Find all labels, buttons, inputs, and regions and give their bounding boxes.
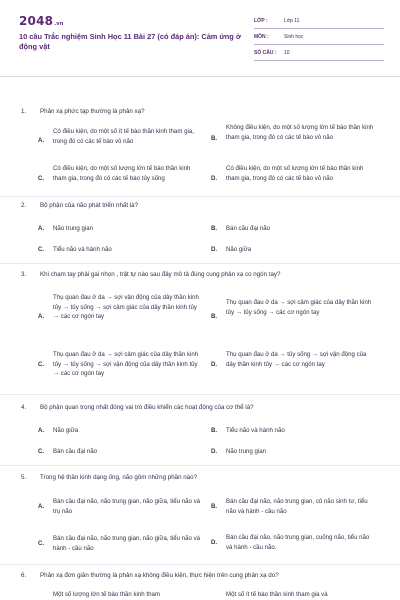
option-letter: D.	[211, 448, 218, 455]
option-5a[interactable]	[38, 497, 210, 517]
document-header	[0, 0, 400, 72]
option-letter: A.	[38, 225, 45, 232]
option-2c[interactable]	[38, 245, 210, 255]
option-4c[interactable]	[38, 447, 210, 457]
meta-value: Sinh học	[284, 34, 304, 40]
option-letter: B.	[211, 503, 218, 510]
option-3b[interactable]	[211, 298, 383, 328]
meta-key: MÔN :	[254, 34, 269, 40]
meta-key: LỚP :	[254, 18, 268, 24]
site-logo[interactable]	[19, 14, 64, 28]
logo-suffix: .vn	[54, 21, 64, 27]
option-3d[interactable]	[211, 350, 383, 380]
logo-text: 2048	[19, 14, 54, 28]
question-number: 1.	[21, 108, 27, 115]
question-number: 3.	[21, 271, 27, 278]
question-text: Phản xạ đơn giản thường là phản xạ không điều kiện, thực hiện trên cung phản xạ do?	[40, 572, 279, 579]
option-1c[interactable]	[38, 164, 210, 194]
option-letter: A.	[38, 503, 45, 510]
question-separator	[0, 564, 400, 565]
option-3a[interactable]	[38, 293, 210, 333]
option-1d[interactable]	[211, 164, 383, 194]
option-letter: D.	[211, 539, 218, 546]
option-text: Không điều kiện, do một số lượng lớn tế bào thần kinh tham gia, trong đó có các tế bào vỏ não	[226, 124, 374, 141]
option-text: Bán cầu đại não, não trung gian, não giữa, tiểu não và trụ não	[53, 498, 201, 515]
option-text: Bán cầu đại não	[226, 225, 271, 232]
option-2d[interactable]	[211, 245, 383, 255]
option-text: Thụ quan đau ở da → tủy sống → sợi vận động của dây thần kinh tủy → các cơ ngón tay	[226, 351, 367, 368]
option-text: Có điều kiện, do một số lượng lớn tế bào thần kinh tham gia, trong đó có các tế bào tủy sống	[53, 165, 191, 182]
option-text: Có điều kiện, do một số lượng lớn tế bào thần kinh tham gia, trong đó có các tế bào vỏ não	[226, 165, 364, 182]
option-6a[interactable]	[38, 590, 210, 600]
option-5d[interactable]	[211, 533, 383, 553]
meta-value: 10	[284, 50, 290, 56]
option-text: Thụ quan đau ở da → sợi vận động của dây thần kinh tủy → tủy sống → sợi cảm giác của dây thần kinh tủy → các cơ ngón tay	[53, 294, 199, 320]
meta-row-class	[254, 13, 384, 29]
question-text: Bộ phận quan trọng nhất đóng vai trò điều khiển các hoạt động của cơ thể là?	[40, 404, 254, 411]
option-letter: C.	[38, 448, 45, 455]
question-text: Phản xạ phức tạp thường là phản xạ?	[40, 108, 145, 115]
option-letter: C.	[38, 246, 45, 253]
option-text: Tiểu não và hành não	[226, 427, 285, 434]
meta-row-subject	[254, 29, 384, 45]
option-text: Não giữa	[226, 246, 252, 253]
meta-info-table	[254, 13, 384, 61]
option-letter: C.	[38, 361, 45, 368]
question-separator	[0, 196, 400, 197]
question-number: 6.	[21, 572, 27, 579]
option-5c[interactable]	[38, 534, 210, 554]
option-letter: D.	[211, 361, 218, 368]
option-2b[interactable]	[211, 224, 383, 234]
option-text: Tiểu não và hành não	[53, 246, 112, 253]
option-text: Não trung gian	[53, 225, 93, 232]
option-text: Có điều kiện, do một số ít tế bào thần kinh tham gia, trong đó có các tế bào vỏ não	[53, 128, 194, 145]
header-divider	[0, 76, 400, 77]
option-text: Bán cầu đại não, não trung gian, não giữa, tiểu não và hành - cầu não	[53, 535, 201, 552]
question-number: 2.	[21, 202, 27, 209]
option-letter: C.	[38, 540, 45, 547]
option-letter: A.	[38, 313, 45, 320]
option-4a[interactable]	[38, 426, 210, 436]
question-text: Bộ phận của não phát triển nhất là?	[40, 202, 139, 209]
option-4b[interactable]	[211, 426, 383, 436]
option-text: Một số lượng lớn tế bào thần kinh tham	[53, 591, 160, 598]
option-letter: B.	[211, 225, 218, 232]
option-1a[interactable]	[38, 127, 210, 157]
option-2a[interactable]	[38, 224, 210, 234]
option-text: Một số ít tế bào thần kinh tham gia và	[226, 591, 328, 598]
option-1b[interactable]	[211, 123, 383, 153]
question-separator	[0, 465, 400, 466]
question-number: 5.	[21, 474, 27, 481]
meta-row-count	[254, 45, 384, 61]
option-letter: A.	[38, 427, 45, 434]
option-text: Bán cầu đại não	[53, 448, 98, 455]
option-3c[interactable]	[38, 350, 210, 380]
option-text: Não giữa	[53, 427, 79, 434]
option-4d[interactable]	[211, 447, 383, 457]
option-text: Bán cầu đại não, não trung gian, củ não sinh tư, tiểu não và hành - cầu não	[226, 498, 368, 515]
option-letter: D.	[211, 175, 218, 182]
question-text: Trong hệ thần kinh dạng ống, não gồm những phần nào?	[40, 474, 198, 481]
question-number: 4.	[21, 404, 27, 411]
question-text: Khi chạm tay phải gai nhọn , trật tự nào sau đây mô tả đúng cung phản xạ co ngón tay?	[40, 271, 281, 278]
option-letter: C.	[38, 175, 45, 182]
option-letter: A.	[38, 137, 45, 144]
option-letter: B.	[211, 427, 218, 434]
meta-value: Lớp 11	[284, 18, 300, 24]
option-letter: B.	[211, 135, 218, 142]
meta-key: SỐ CÂU :	[254, 50, 277, 56]
option-text: Não trung gian	[226, 448, 266, 455]
option-6b[interactable]	[211, 590, 383, 600]
question-separator	[0, 263, 400, 264]
question-separator	[0, 394, 400, 395]
option-letter: D.	[211, 246, 218, 253]
option-text: Thụ quan đau ở da → sợi cảm giác của dây thần kinh tủy → tủy sống → các cơ ngón tay	[226, 299, 372, 316]
option-text: Bán cầu đại não, não trung gian, cuống não, tiểu não và hành - cầu não.	[226, 534, 370, 551]
option-5b[interactable]	[211, 497, 383, 517]
document-title: 10 câu Trắc nghiệm Sinh Học 11 Bài 27 (có đáp án): Cảm ứng ở động vật	[19, 32, 242, 51]
option-letter: B.	[211, 313, 218, 320]
option-text: Thụ quan đau ở da → sợi cảm giác của dây thần kinh tủy → tủy sống → sợi vận động của dây thần kinh tủy → các cơ ngón tay	[53, 351, 199, 377]
